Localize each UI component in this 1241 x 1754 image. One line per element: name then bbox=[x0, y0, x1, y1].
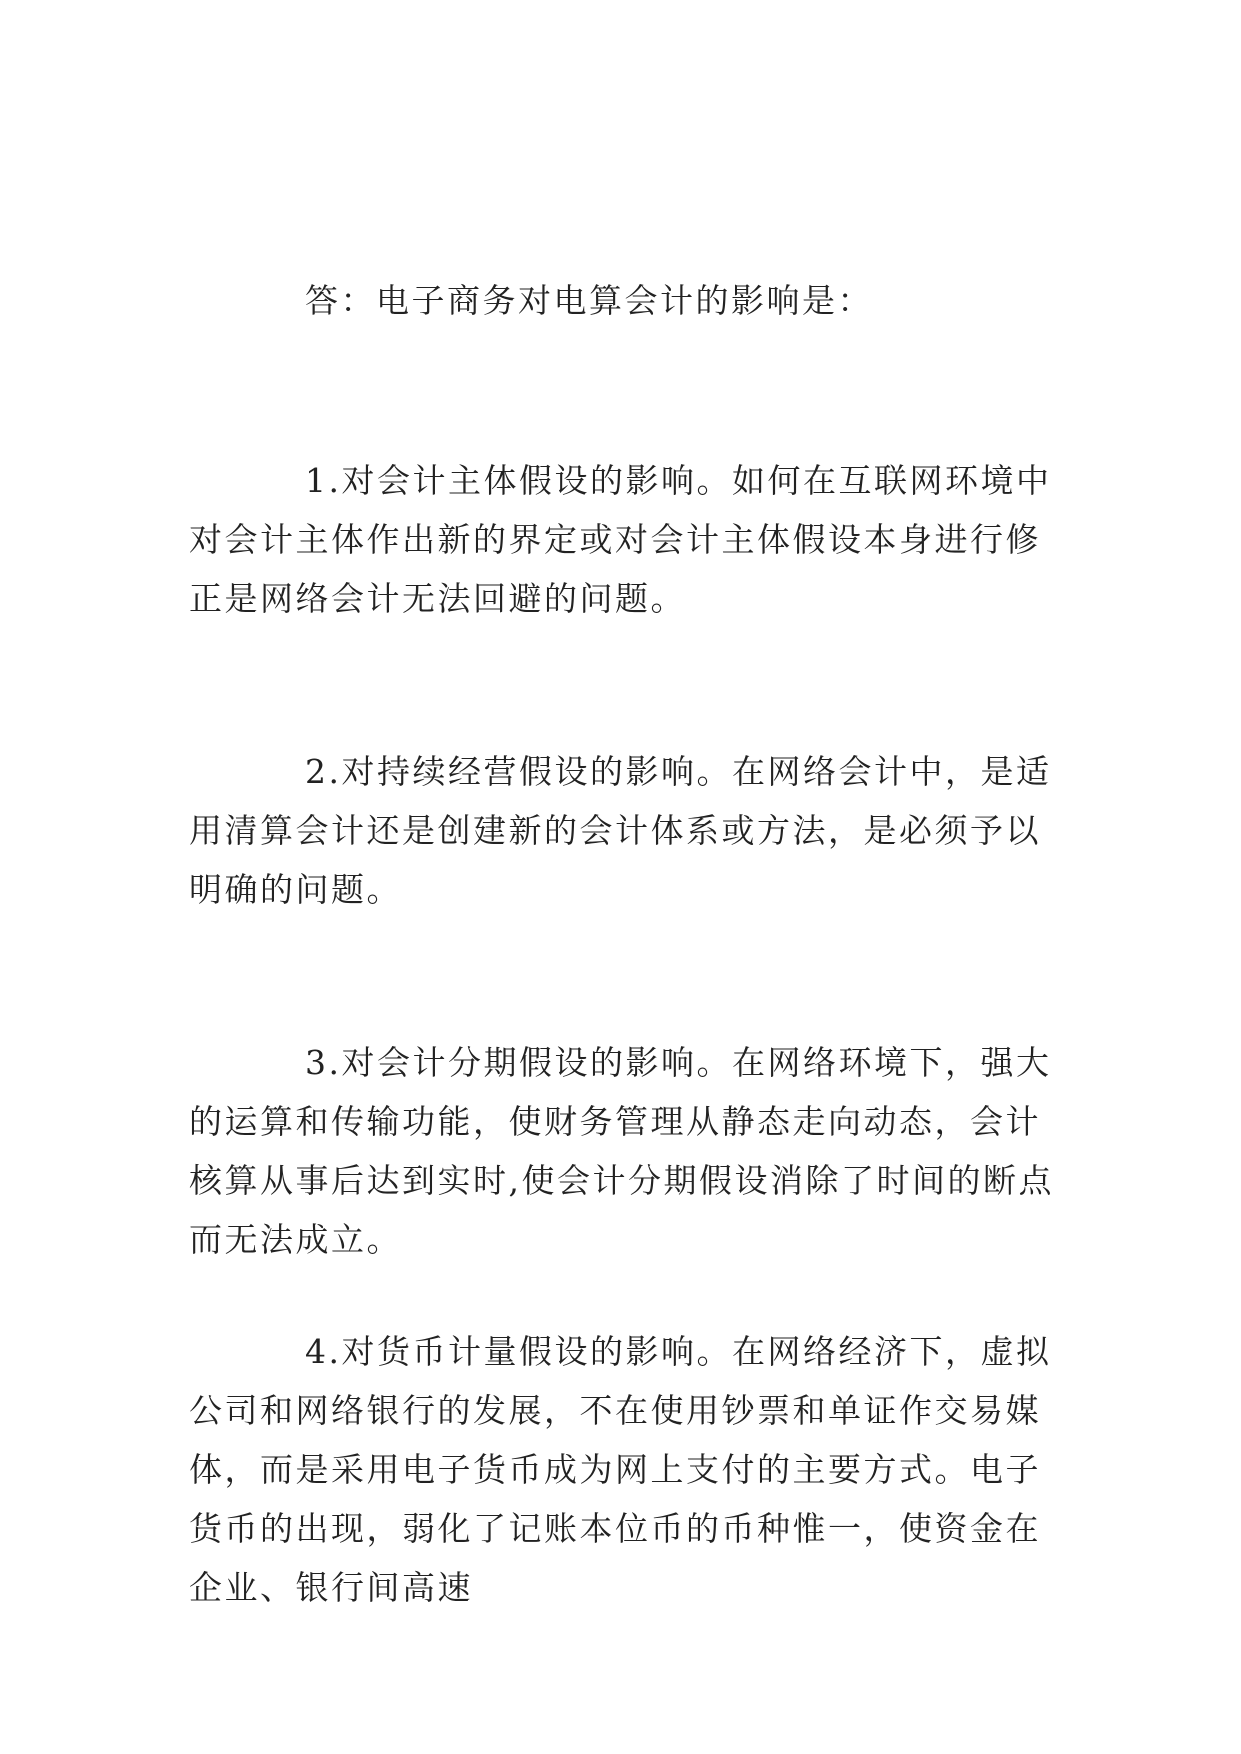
paragraph-accounting-period: 3.对会计分期假设的影响。在网络环境下，强大的运算和传输功能，使财务管理从静态走向动态，会计核算从事后达到实时,使会计分期假设消除了时间的断点而无法成立。 bbox=[189, 1043, 1054, 1259]
paragraph-accounting-entity: 1.对会计主体假设的影响。如何在互联网环境中对会计主体作出新的界定或对会计主体假设本身进行修正是网络会计无法回避的问题。 bbox=[189, 461, 1052, 618]
paragraph-monetary-measurement: 4.对货币计量假设的影响。在网络经济下，虚拟公司和网络银行的发展，不在使用钞票和单证作交易媒体，而是采用电子货币成为网上支付的主要方式。电子货币的出现，弱化了记账本位币的币种惟一，使资金在企业、银行间高速 bbox=[189, 1332, 1052, 1607]
answer-intro: 答：电子商务对电算会计的影响是： bbox=[305, 281, 873, 320]
paragraph-going-concern: 2.对持续经营假设的影响。在网络会计中，是适用清算会计还是创建新的会计体系或方法，是必须予以明确的问题。 bbox=[189, 752, 1052, 909]
